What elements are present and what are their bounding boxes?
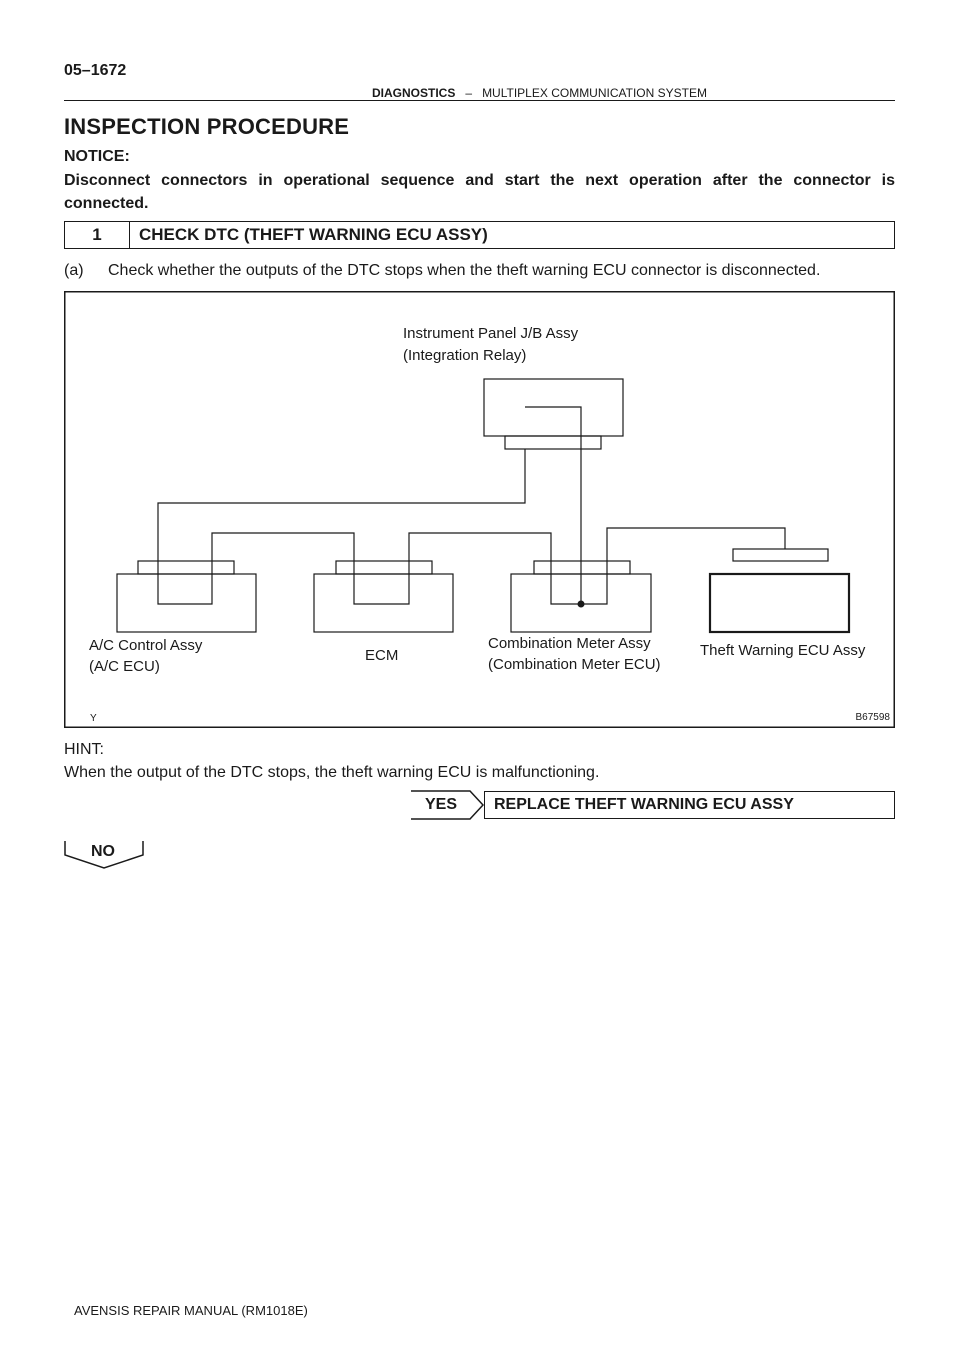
notice-text: Disconnect connectors in operational sequence and start the next operation after the connector is connected. bbox=[64, 172, 895, 212]
ecm-unit bbox=[314, 561, 453, 632]
wiring-diagram bbox=[64, 291, 895, 728]
label-theft: Theft Warning ECU Assy bbox=[700, 642, 866, 659]
label-ac-line2: (A/C ECU) bbox=[89, 658, 160, 675]
jb-unit bbox=[484, 379, 623, 449]
yes-label: YES bbox=[424, 796, 457, 813]
header-section-title bbox=[372, 86, 707, 100]
theft-warning-ecu-unit bbox=[710, 549, 849, 632]
label-meter-line1: Combination Meter Assy bbox=[488, 635, 651, 652]
header-section: DIAGNOSTICS bbox=[372, 86, 456, 100]
yes-action-box bbox=[484, 791, 895, 819]
hint-label: HINT: bbox=[64, 741, 104, 758]
notice-label: NOTICE: bbox=[64, 148, 130, 165]
label-ac-line1: A/C Control Assy bbox=[89, 637, 203, 654]
label-jb-line1: Instrument Panel J/B Assy bbox=[403, 325, 579, 342]
footer-text: AVENSIS REPAIR MANUAL (RM1018E) bbox=[74, 1303, 308, 1318]
header-separator: – bbox=[465, 86, 473, 100]
label-meter-line2: (Combination Meter ECU) bbox=[488, 656, 661, 673]
figure-id: B67598 bbox=[855, 712, 890, 723]
page-title: INSPECTION PROCEDURE bbox=[64, 114, 350, 139]
step-title: CHECK DTC (THEFT WARNING ECU ASSY) bbox=[139, 225, 488, 244]
hint-text: When the output of the DTC stops, the theft warning ECU is malfunctioning. bbox=[64, 764, 600, 781]
header-subsection: MULTIPLEX COMMUNICATION SYSTEM bbox=[482, 86, 707, 100]
header-rule bbox=[64, 100, 895, 101]
label-jb-line2: (Integration Relay) bbox=[403, 347, 527, 364]
page-number: 05–1672 bbox=[64, 62, 127, 79]
sub-step-marker: (a) bbox=[64, 262, 84, 279]
sub-step-text: Check whether the outputs of the DTC stops when the theft warning ECU connector is disconnected. bbox=[108, 262, 821, 279]
label-ecm: ECM bbox=[365, 647, 399, 664]
yes-action-text: REPLACE THEFT WARNING ECU ASSY bbox=[494, 796, 794, 813]
no-label: NO bbox=[91, 843, 115, 860]
splice-point bbox=[578, 601, 585, 608]
diagram-corner-left: Y bbox=[90, 713, 97, 724]
step-number: 1 bbox=[65, 222, 130, 248]
step-header bbox=[64, 221, 895, 249]
ac-ecu-unit bbox=[117, 561, 256, 632]
